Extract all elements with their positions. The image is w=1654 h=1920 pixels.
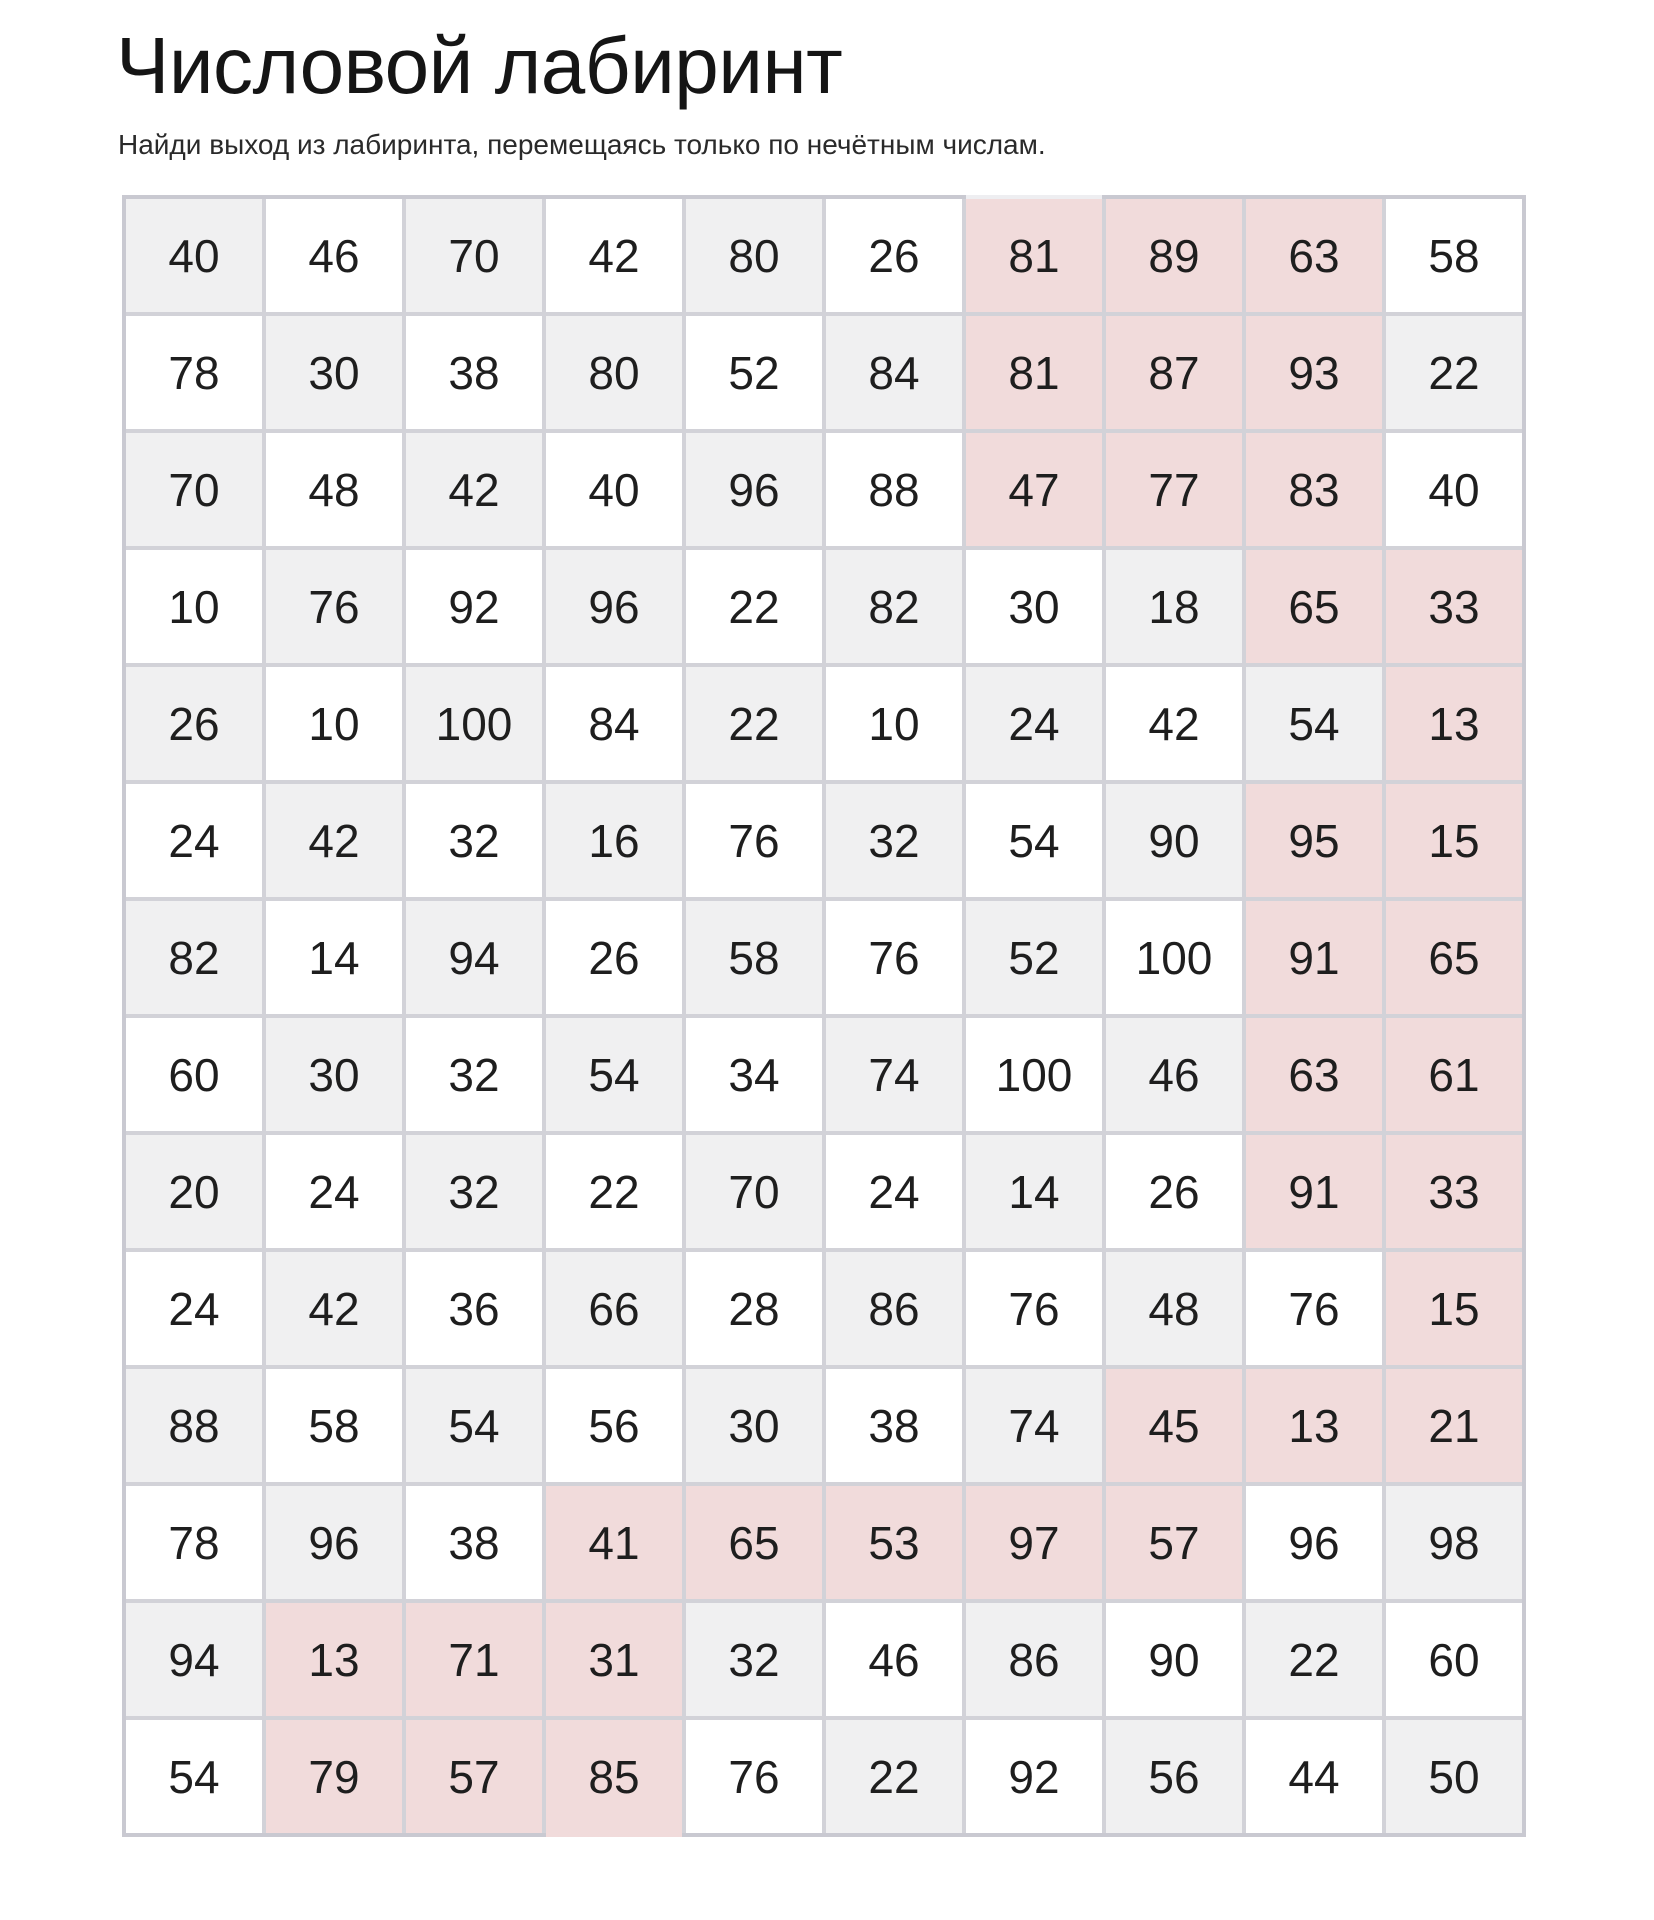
maze-cell: 88 <box>826 433 962 546</box>
maze-cell: 80 <box>546 316 682 429</box>
maze-cell: 24 <box>826 1135 962 1248</box>
maze-cell: 14 <box>266 901 402 1014</box>
maze-cell: 32 <box>406 784 542 897</box>
maze-cell: 40 <box>546 433 682 546</box>
maze-cell: 96 <box>686 433 822 546</box>
maze-cell: 96 <box>1246 1486 1382 1599</box>
maze-cell: 22 <box>1386 316 1522 429</box>
maze-cell: 18 <box>1106 550 1242 663</box>
maze-cell: 94 <box>406 901 542 1014</box>
maze-cell: 76 <box>686 784 822 897</box>
maze-cell: 76 <box>826 901 962 1014</box>
maze-cell: 46 <box>826 1603 962 1716</box>
maze-cell: 46 <box>266 199 402 312</box>
maze-cell-path: 13 <box>1246 1369 1382 1482</box>
maze-cell-path: 79 <box>266 1720 402 1833</box>
maze-cell-path: 41 <box>546 1486 682 1599</box>
maze-cell: 24 <box>126 1252 262 1365</box>
maze-cell: 56 <box>546 1369 682 1482</box>
maze-cell-path: 15 <box>1386 1252 1522 1365</box>
maze-cell-path: 81 <box>966 316 1102 429</box>
maze-cell-path: 47 <box>966 433 1102 546</box>
maze-cell-path: 65 <box>686 1486 822 1599</box>
maze-cell-path: 61 <box>1386 1018 1522 1131</box>
maze-cell-path: 91 <box>1246 1135 1382 1248</box>
maze-cell: 70 <box>406 199 542 312</box>
maze-cell: 22 <box>546 1135 682 1248</box>
maze-cell-path: 15 <box>1386 784 1522 897</box>
maze-cell: 70 <box>126 433 262 546</box>
maze-cell: 98 <box>1386 1486 1522 1599</box>
maze-cell: 86 <box>826 1252 962 1365</box>
maze-cell: 82 <box>826 550 962 663</box>
maze-cell-path: 65 <box>1246 550 1382 663</box>
maze-cell: 54 <box>966 784 1102 897</box>
maze-cell: 26 <box>826 199 962 312</box>
maze-cell: 32 <box>826 784 962 897</box>
maze-cell-path: 77 <box>1106 433 1242 546</box>
maze-cell: 82 <box>126 901 262 1014</box>
maze-cell: 46 <box>1106 1018 1242 1131</box>
maze-cell: 22 <box>686 550 822 663</box>
maze-cell: 42 <box>266 1252 402 1365</box>
maze-cell: 100 <box>1106 901 1242 1014</box>
maze-cell-path: 81 <box>966 199 1102 312</box>
maze-cell: 40 <box>126 199 262 312</box>
maze-cell: 58 <box>686 901 822 1014</box>
maze-cell: 90 <box>1106 1603 1242 1716</box>
maze-cell: 90 <box>1106 784 1242 897</box>
page-title: Числовой лабиринт <box>116 21 843 110</box>
maze-cell: 100 <box>406 667 542 780</box>
maze-cell: 88 <box>126 1369 262 1482</box>
maze-cell: 38 <box>826 1369 962 1482</box>
maze-cell-path: 91 <box>1246 901 1382 1014</box>
maze-cell: 22 <box>686 667 822 780</box>
maze-cell: 16 <box>546 784 682 897</box>
maze-cell-path: 87 <box>1106 316 1242 429</box>
maze-cell: 52 <box>966 901 1102 1014</box>
maze-cell: 70 <box>686 1135 822 1248</box>
instructions: Найди выход из лабиринта, перемещаясь только по нечётным числам. <box>118 129 1046 160</box>
maze-cell: 60 <box>1386 1603 1522 1716</box>
maze-cell-path: 13 <box>1386 667 1522 780</box>
maze-cell: 52 <box>686 316 822 429</box>
maze-cell: 26 <box>546 901 682 1014</box>
maze-cell-path: 93 <box>1246 316 1382 429</box>
maze-cell: 54 <box>1246 667 1382 780</box>
maze-cell: 42 <box>1106 667 1242 780</box>
maze-cell: 92 <box>966 1720 1102 1833</box>
maze-cell: 22 <box>826 1720 962 1833</box>
maze-cell: 54 <box>126 1720 262 1833</box>
maze-cell: 32 <box>406 1018 542 1131</box>
maze-cell-path: 89 <box>1106 199 1242 312</box>
maze-cell: 14 <box>966 1135 1102 1248</box>
maze-cell: 42 <box>266 784 402 897</box>
maze-entrance <box>966 195 1102 199</box>
maze-cell: 24 <box>126 784 262 897</box>
maze-cell: 24 <box>966 667 1102 780</box>
maze-cell: 56 <box>1106 1720 1242 1833</box>
maze-cell: 10 <box>266 667 402 780</box>
maze-cell-path: 95 <box>1246 784 1382 897</box>
maze-cell-path: 13 <box>266 1603 402 1716</box>
maze-cell: 42 <box>546 199 682 312</box>
maze-cell-path: 57 <box>406 1720 542 1833</box>
maze-cell-path: 71 <box>406 1603 542 1716</box>
maze-cell-path: 63 <box>1246 1018 1382 1131</box>
maze-cell: 58 <box>1386 199 1522 312</box>
maze-cell: 48 <box>266 433 402 546</box>
maze-cell: 100 <box>966 1018 1102 1131</box>
maze-cell: 76 <box>266 550 402 663</box>
maze-cell: 76 <box>686 1720 822 1833</box>
maze-cell: 96 <box>546 550 682 663</box>
maze-cell: 30 <box>266 1018 402 1131</box>
maze-cell: 78 <box>126 316 262 429</box>
maze-cell: 74 <box>826 1018 962 1131</box>
maze-cell: 58 <box>266 1369 402 1482</box>
maze-cell-path: 97 <box>966 1486 1102 1599</box>
maze-cell: 92 <box>406 550 542 663</box>
maze-cell: 40 <box>1386 433 1522 546</box>
maze-cell-path: 65 <box>1386 901 1522 1014</box>
maze-cell-path: 45 <box>1106 1369 1242 1482</box>
maze-cell: 80 <box>686 199 822 312</box>
maze-cell: 96 <box>266 1486 402 1599</box>
maze-cell: 30 <box>266 316 402 429</box>
maze-cell: 26 <box>126 667 262 780</box>
maze-cell: 32 <box>406 1135 542 1248</box>
maze-cell-path: 21 <box>1386 1369 1522 1482</box>
maze-cell: 76 <box>966 1252 1102 1365</box>
maze-cell: 34 <box>686 1018 822 1131</box>
maze-cell: 50 <box>1386 1720 1522 1833</box>
maze-cell: 60 <box>126 1018 262 1131</box>
maze-cell: 30 <box>686 1369 822 1482</box>
maze-cell-path: 85 <box>546 1720 682 1833</box>
maze-cell: 44 <box>1246 1720 1382 1833</box>
maze-cell: 24 <box>266 1135 402 1248</box>
maze-cell: 38 <box>406 316 542 429</box>
number-maze-grid <box>122 195 1526 1837</box>
maze-cell: 54 <box>546 1018 682 1131</box>
maze-cell: 78 <box>126 1486 262 1599</box>
maze-cell: 54 <box>406 1369 542 1482</box>
maze-cell: 36 <box>406 1252 542 1365</box>
maze-cell: 74 <box>966 1369 1102 1482</box>
maze-cell: 26 <box>1106 1135 1242 1248</box>
maze-cell: 48 <box>1106 1252 1242 1365</box>
maze-cell: 32 <box>686 1603 822 1716</box>
maze-cell: 94 <box>126 1603 262 1716</box>
maze-cell-path: 63 <box>1246 199 1382 312</box>
maze-cell-path: 33 <box>1386 550 1522 663</box>
maze-cell: 20 <box>126 1135 262 1248</box>
maze-cell: 42 <box>406 433 542 546</box>
maze-cell-path: 57 <box>1106 1486 1242 1599</box>
maze-cell: 10 <box>826 667 962 780</box>
maze-cell: 30 <box>966 550 1102 663</box>
maze-exit <box>546 1833 682 1837</box>
maze-cell: 76 <box>1246 1252 1382 1365</box>
maze-cell: 84 <box>826 316 962 429</box>
maze-cell-path: 33 <box>1386 1135 1522 1248</box>
maze-cell: 28 <box>686 1252 822 1365</box>
maze-cell: 84 <box>546 667 682 780</box>
maze-cell-path: 31 <box>546 1603 682 1716</box>
maze-cell: 38 <box>406 1486 542 1599</box>
maze-cell: 86 <box>966 1603 1102 1716</box>
maze-cell: 66 <box>546 1252 682 1365</box>
maze-cell-path: 83 <box>1246 433 1382 546</box>
maze-cell: 10 <box>126 550 262 663</box>
maze-cell-path: 53 <box>826 1486 962 1599</box>
maze-cell: 22 <box>1246 1603 1382 1716</box>
